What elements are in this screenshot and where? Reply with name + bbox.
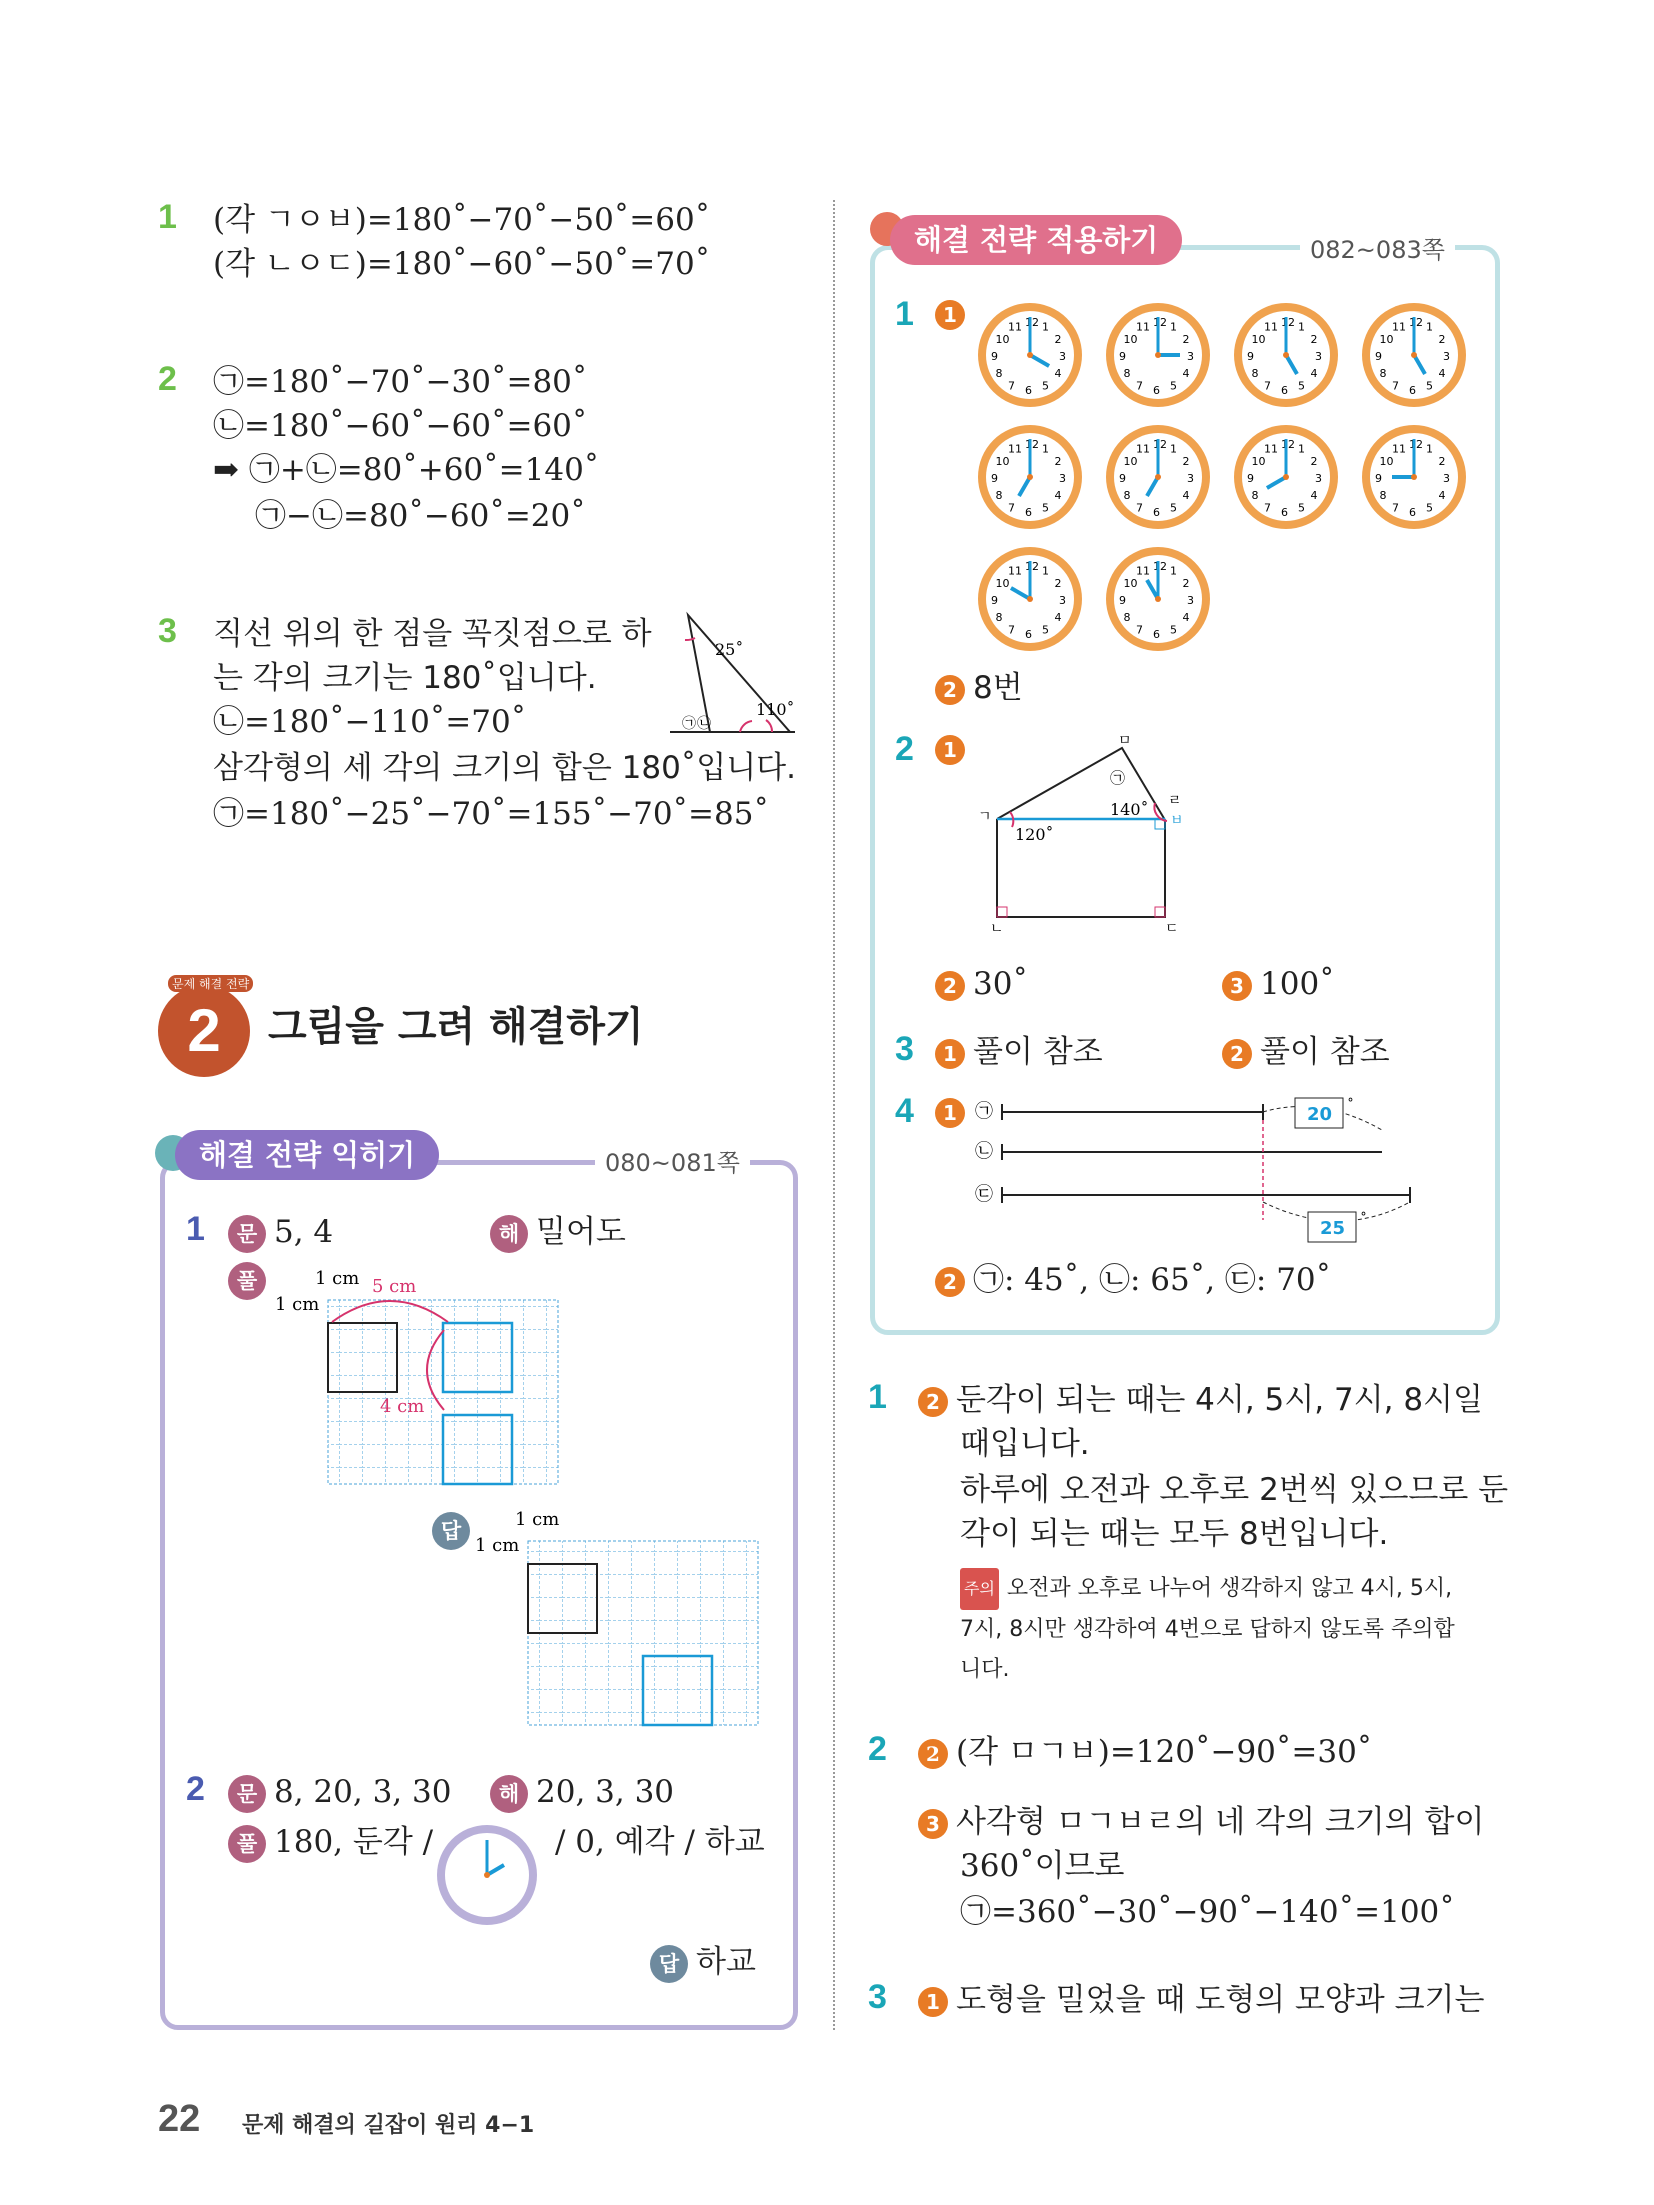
svg-text:5: 5 (1298, 501, 1305, 515)
svg-text:2: 2 (1182, 577, 1190, 590)
svg-text:3: 3 (1443, 350, 1450, 363)
svg-text:1: 1 (1298, 320, 1305, 334)
svg-text:2: 2 (1310, 455, 1318, 468)
svg-text:5: 5 (1042, 501, 1049, 515)
svg-text:9: 9 (991, 350, 998, 363)
svg-text:2: 2 (1310, 333, 1318, 346)
seg-value-20: 20 (1307, 1104, 1333, 1125)
s2-line-3: 360˚이므로 (960, 1848, 1125, 1884)
fig-angle-120: 120˚ (1015, 825, 1054, 844)
q2-hae: 해 20, 3, 30 (490, 1770, 674, 1814)
clock-face (1103, 422, 1213, 532)
r1-answer-2: 2 8번 (935, 666, 1023, 710)
fig-angle-140: 140˚ (1110, 800, 1149, 819)
seg-label-2: ㉡ (975, 1141, 993, 1162)
svg-text:6: 6 (1281, 384, 1288, 397)
p3-line-5: ㉠=180˚−25˚−70˚=155˚−70˚=85˚ (213, 796, 769, 832)
svg-text:4: 4 (1310, 489, 1318, 502)
svg-text:8: 8 (1251, 367, 1259, 380)
p2-line-3: ➡ ㉠+㉡=80˚+60˚=140˚ (213, 452, 600, 488)
svg-text:2: 2 (1182, 455, 1190, 468)
problem-2-number: 2 (158, 360, 177, 398)
svg-text:10: 10 (995, 455, 1010, 468)
svg-text:1: 1 (1170, 320, 1177, 334)
svg-text:10: 10 (995, 333, 1010, 346)
svg-text:3: 3 (1059, 472, 1066, 485)
q1-number: 1 (186, 1210, 205, 1248)
problem-1-number: 1 (158, 198, 177, 236)
r2-c1: 1 (935, 735, 973, 765)
cm-label-2: 1 cm (515, 1509, 560, 1530)
svg-text:1: 1 (1170, 442, 1177, 456)
seg-deg-2: ˚ (1360, 1212, 1367, 1228)
svg-text:6: 6 (1025, 506, 1032, 519)
fig-label-g2: ㉠ (1110, 769, 1126, 787)
p3-line-4: 삼각형의 세 각의 크기의 합은 180˚입니다. (213, 750, 796, 786)
r3-answer-2: 2 풀이 참조 (1222, 1030, 1390, 1074)
svg-text:7: 7 (1136, 501, 1143, 515)
svg-text:11: 11 (1136, 442, 1150, 456)
svg-text:11: 11 (1008, 564, 1022, 578)
s1-note: 주의 오전과 오후로 나누어 생각하지 않고 4시, 5시, 7시, 8시만 생각하여 4번으로 답하지 않도록 주의합 니다. (960, 1568, 1455, 1690)
svg-text:9: 9 (1375, 472, 1382, 485)
p2-line-1: ㉠=180˚−70˚−30˚=80˚ (213, 364, 588, 400)
svg-text:11: 11 (1136, 564, 1150, 578)
svg-text:4: 4 (1182, 367, 1190, 380)
r4-c1: 1 (935, 1098, 973, 1128)
seg-label-1: ㉠ (975, 1101, 993, 1122)
p2-line-2: ㉡=180˚−60˚−60˚=60˚ (213, 408, 588, 444)
svg-text:8: 8 (995, 611, 1003, 624)
svg-text:12: 12 (1153, 316, 1167, 329)
fig-label-b: ㅂ (1170, 813, 1184, 829)
svg-text:5: 5 (1170, 623, 1177, 637)
line-segments-figure (970, 1090, 1420, 1260)
svg-text:4: 4 (1438, 489, 1446, 502)
s2-line-1: 2 (각 ㅁㄱㅂ)=120˚−90˚=30˚ (918, 1730, 1372, 1774)
svg-text:5: 5 (1426, 379, 1433, 393)
q2-clock (432, 1820, 542, 1930)
svg-text:5: 5 (1426, 501, 1433, 515)
cm-label-2b: 1 cm (475, 1535, 520, 1556)
note-tag: 주의 (960, 1568, 999, 1610)
p3-line-3: ㉡=180˚−110˚=70˚ (213, 704, 527, 740)
svg-text:12: 12 (1281, 438, 1295, 451)
svg-text:12: 12 (1025, 560, 1039, 573)
fig-angle-25: 25˚ (715, 640, 744, 659)
svg-text:1: 1 (1426, 320, 1433, 334)
q1-grid-figure (270, 1260, 570, 1500)
r3-answer-1: 1 풀이 참조 (935, 1030, 1103, 1074)
svg-text:3: 3 (1187, 594, 1194, 607)
p3-line-1: 직선 위의 한 점을 꼭짓점으로 하 (213, 616, 652, 652)
svg-text:3: 3 (1059, 594, 1066, 607)
svg-text:5: 5 (1170, 501, 1177, 515)
q1-dap-badge: 답 (432, 1512, 478, 1550)
svg-text:5: 5 (1170, 379, 1177, 393)
svg-text:7: 7 (1008, 501, 1015, 515)
svg-text:4: 4 (1054, 489, 1062, 502)
page-number: 22 (158, 2098, 201, 2140)
svg-text:10: 10 (1379, 455, 1394, 468)
clock-face (975, 422, 1085, 532)
q2-mun: 문 8, 20, 3, 30 (228, 1770, 451, 1814)
svg-text:9: 9 (991, 472, 998, 485)
svg-text:6: 6 (1153, 506, 1160, 519)
problem-3-number: 3 (158, 612, 177, 650)
section-number-badge: 2 (158, 985, 250, 1077)
svg-text:11: 11 (1008, 442, 1022, 456)
s3-number: 3 (868, 1978, 887, 2016)
pentagon-figure (970, 735, 1200, 935)
s2-line-2: 3 사각형 ㅁㄱㅂㄹ의 네 각의 크기의 합이 (918, 1800, 1484, 1844)
svg-text:1: 1 (1042, 564, 1049, 578)
clock-grid (975, 300, 1475, 660)
q2-dap: 답 하교 (650, 1940, 756, 1984)
mun-badge: 문 (228, 1215, 266, 1253)
r2-number: 2 (895, 730, 914, 768)
p1-line-2: (각 ㄴㅇㄷ)=180˚−60˚−50˚=70˚ (213, 246, 711, 282)
svg-text:6: 6 (1281, 506, 1288, 519)
svg-text:11: 11 (1264, 442, 1278, 456)
r1-c1: 1 (935, 300, 973, 330)
svg-text:10: 10 (1123, 577, 1138, 590)
svg-text:8: 8 (1379, 367, 1387, 380)
fig-label-r: ㄹ (1168, 793, 1182, 809)
svg-text:3: 3 (1187, 350, 1194, 363)
s1-line-3: 하루에 오전과 오후로 2번씩 있으므로 둔 (960, 1472, 1509, 1508)
svg-text:7: 7 (1392, 379, 1399, 393)
svg-text:6: 6 (1409, 384, 1416, 397)
r4-answer-2: 2 ㉠: 45˚, ㉡: 65˚, ㉢: 70˚ (935, 1258, 1331, 1302)
svg-text:9: 9 (1247, 472, 1254, 485)
svg-text:7: 7 (1136, 623, 1143, 637)
clock-face (975, 300, 1085, 410)
svg-text:7: 7 (1008, 623, 1015, 637)
svg-text:9: 9 (1119, 472, 1126, 485)
svg-text:3: 3 (1315, 472, 1322, 485)
footer-title: 문제 해결의 길잡이 원리 4−1 (242, 2113, 535, 2138)
svg-text:3: 3 (1059, 350, 1066, 363)
svg-text:9: 9 (991, 594, 998, 607)
svg-text:5: 5 (1298, 379, 1305, 393)
section-title: 그림을 그려 해결하기 (268, 1004, 644, 1050)
svg-text:2: 2 (1182, 333, 1190, 346)
q1-pul-badge: 풀 (228, 1262, 274, 1300)
svg-text:6: 6 (1153, 384, 1160, 397)
svg-text:8: 8 (1123, 489, 1131, 502)
s1-number: 1 (868, 1378, 887, 1416)
page-ref-left: 080~081쪽 (595, 1143, 750, 1178)
s2-line-4: ㉠=360˚−30˚−90˚−140˚=100˚ (960, 1894, 1455, 1930)
clock-face (1231, 422, 1341, 532)
svg-text:9: 9 (1247, 350, 1254, 363)
fig-label-k: ㄱ (978, 809, 992, 825)
r3-number: 3 (895, 1030, 914, 1068)
cm-label-4: 4 cm (380, 1396, 425, 1417)
svg-text:3: 3 (1315, 350, 1322, 363)
svg-text:10: 10 (1251, 455, 1266, 468)
svg-text:2: 2 (1054, 455, 1062, 468)
svg-text:5: 5 (1042, 623, 1049, 637)
svg-text:8: 8 (1123, 611, 1131, 624)
svg-text:2: 2 (1054, 577, 1062, 590)
strategy-apply-banner: 해결 전략 적용하기 (890, 215, 1182, 265)
svg-text:12: 12 (1025, 316, 1039, 329)
svg-text:4: 4 (1182, 611, 1190, 624)
svg-text:2: 2 (1054, 333, 1062, 346)
svg-text:9: 9 (1375, 350, 1382, 363)
fig-label-m: ㅁ (1118, 735, 1132, 749)
svg-text:6: 6 (1153, 628, 1160, 641)
svg-text:9: 9 (1119, 594, 1126, 607)
clock-face (1103, 544, 1213, 654)
svg-text:10: 10 (995, 577, 1010, 590)
svg-text:2: 2 (1438, 333, 1446, 346)
svg-text:10: 10 (1251, 333, 1266, 346)
p2-line-4: ㉠−㉡=80˚−60˚=20˚ (255, 498, 586, 534)
clock-face (1103, 300, 1213, 410)
svg-text:6: 6 (1025, 384, 1032, 397)
svg-text:6: 6 (1025, 628, 1032, 641)
svg-text:1: 1 (1426, 442, 1433, 456)
clock-face (1359, 422, 1469, 532)
svg-text:11: 11 (1392, 442, 1406, 456)
s1-line-4: 각이 되는 때는 모두 8번입니다. (960, 1516, 1389, 1552)
svg-text:6: 6 (1409, 506, 1416, 519)
r4-number: 4 (895, 1092, 914, 1130)
seg-value-25: 25 (1320, 1218, 1346, 1239)
seg-deg-1: ˚ (1347, 1098, 1354, 1114)
svg-text:1: 1 (1042, 320, 1049, 334)
svg-text:9: 9 (1119, 350, 1126, 363)
s2-number: 2 (868, 1730, 887, 1768)
cm-label-5: 5 cm (372, 1276, 417, 1297)
svg-text:8: 8 (995, 489, 1003, 502)
svg-text:11: 11 (1136, 320, 1150, 334)
svg-text:12: 12 (1409, 438, 1423, 451)
r2-answer-2: 2 30˚ (935, 962, 1028, 1006)
svg-text:8: 8 (1123, 367, 1131, 380)
p1-line-1: (각 ㄱㅇㅂ)=180˚−70˚−50˚=60˚ (213, 202, 711, 238)
cm-label-1: 1 cm (315, 1268, 360, 1289)
svg-text:4: 4 (1054, 611, 1062, 624)
svg-text:12: 12 (1281, 316, 1295, 329)
q1-answer-grid (470, 1505, 770, 1735)
column-divider (833, 200, 835, 2030)
svg-text:11: 11 (1008, 320, 1022, 334)
svg-text:4: 4 (1054, 367, 1062, 380)
triangle-figure (670, 610, 800, 740)
clock-face (1359, 300, 1469, 410)
svg-text:4: 4 (1182, 489, 1190, 502)
cm-label-1b: 1 cm (275, 1294, 320, 1315)
svg-text:4: 4 (1310, 367, 1318, 380)
r2-answer-3: 3 100˚ (1222, 962, 1335, 1006)
svg-text:12: 12 (1409, 316, 1423, 329)
hae-badge: 해 (490, 1215, 528, 1253)
svg-text:8: 8 (1251, 489, 1259, 502)
page-ref-right: 082~083쪽 (1300, 230, 1455, 265)
svg-text:12: 12 (1025, 438, 1039, 451)
section-small-label: 문제 해결 전략 (168, 975, 253, 992)
svg-text:7: 7 (1392, 501, 1399, 515)
s1-line-1: 2 둔각이 되는 때는 4시, 5시, 7시, 8시일 (918, 1378, 1483, 1422)
fig-angle-110: 110˚ (756, 700, 795, 719)
svg-text:2: 2 (1438, 455, 1446, 468)
strategy-practice-banner: 해결 전략 익히기 (175, 1130, 439, 1180)
svg-text:3: 3 (1187, 472, 1194, 485)
svg-text:7: 7 (1008, 379, 1015, 393)
svg-text:7: 7 (1264, 501, 1271, 515)
clock-face (1231, 300, 1341, 410)
svg-text:5: 5 (1042, 379, 1049, 393)
q1-mun: 문 5, 4 (228, 1210, 333, 1254)
svg-text:3: 3 (1443, 472, 1450, 485)
svg-text:8: 8 (995, 367, 1003, 380)
svg-text:10: 10 (1379, 333, 1394, 346)
seg-label-3: ㉢ (975, 1184, 993, 1205)
fig-label-n: ㉡ (697, 716, 711, 732)
svg-text:7: 7 (1136, 379, 1143, 393)
svg-text:7: 7 (1264, 379, 1271, 393)
svg-text:12: 12 (1153, 438, 1167, 451)
s1-line-2: 때입니다. (960, 1426, 1090, 1462)
q1-hae: 해 밀어도 (490, 1210, 626, 1254)
q2-number: 2 (186, 1770, 205, 1808)
svg-text:4: 4 (1438, 367, 1446, 380)
svg-text:1: 1 (1042, 442, 1049, 456)
svg-text:11: 11 (1264, 320, 1278, 334)
q2-pul-a: 풀 180, 둔각 / (228, 1820, 433, 1864)
svg-text:1: 1 (1298, 442, 1305, 456)
r1-number: 1 (895, 295, 914, 333)
svg-text:12: 12 (1153, 560, 1167, 573)
fig-label-g: ㉠ (682, 716, 696, 732)
s3-line-1: 1 도형을 밀었을 때 도형의 모양과 크기는 (918, 1978, 1484, 2022)
q2-pul-b: / 0, 예각 / 하교 (555, 1824, 765, 1860)
svg-text:1: 1 (1170, 564, 1177, 578)
svg-text:11: 11 (1392, 320, 1406, 334)
svg-text:8: 8 (1379, 489, 1387, 502)
clock-face (975, 544, 1085, 654)
svg-text:10: 10 (1123, 333, 1138, 346)
p3-line-2: 는 각의 크기는 180˚입니다. (213, 660, 597, 696)
fig-label-n2: ㄴ (990, 921, 1004, 935)
fig-label-d: ㄷ (1165, 921, 1179, 935)
svg-text:10: 10 (1123, 455, 1138, 468)
